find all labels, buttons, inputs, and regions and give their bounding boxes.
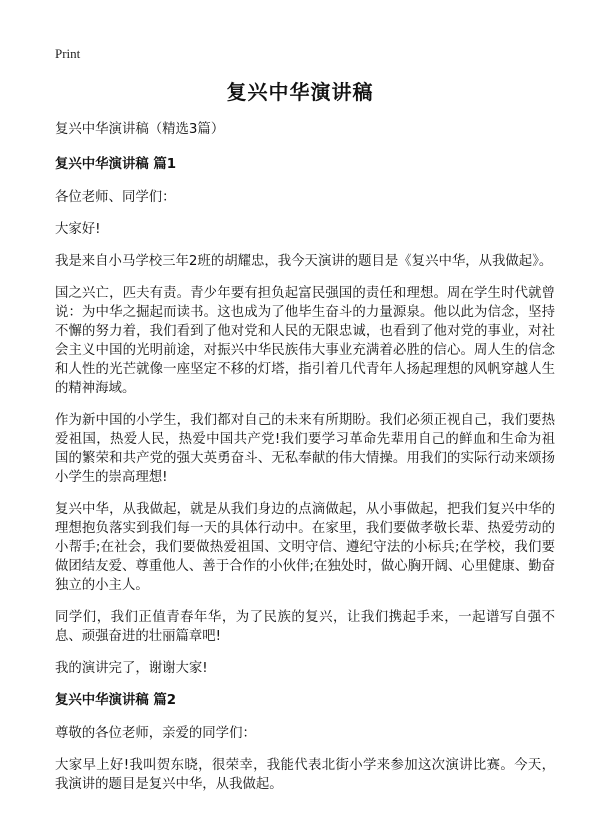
paragraph: 尊敬的各位老师，亲爱的同学们： [55,726,256,741]
paragraph: 大家早上好!我叫贺东晓，很荣幸，我能代表北街小学来参加这次演讲比赛。今天，我演讲的题目是复兴中华，从我做起。 [55,758,555,792]
print-label[interactable]: Print [55,46,81,61]
paragraph: 各位老师、同学们： [55,190,176,205]
paragraph: 我的演讲完了，谢谢大家! [55,661,208,676]
paragraph: 我是来自小马学校三年2班的胡耀忠，我今天演讲的题目是《复兴中华，从我做起》。 [55,254,553,269]
document-body [55,120,555,807]
paragraph: 同学们，我们正值青春年华，为了民族的复兴，让我们携起手来，一起谱写自强不息、顽强奋进的壮丽篇章吧! [55,610,555,644]
paragraph: 复兴中华，从我做起，就是从我们身边的点滴做起，从小事做起，把我们复兴中华的理想抱负落实到我们每一天的具体行动中。在家里，我们要做孝敬长辈、热爱劳动的小帮手;在社会，我们要做热爱祖国、文明守信、遵纪守法的小标兵;在学校，我们要做团结友爱、尊重他人、善于合作的小伙伴;在独处时，做心胸开阔、心里健康、勤奋独立的小主人。 [55,502,555,593]
section-heading: 复兴中华演讲稿 篇2 [55,693,177,708]
paragraph: 作为新中国的小学生，我们都对自己的未来有所期盼。我们必须正视自己，我们要热爱祖国，热爱人民，热爱中国共产党!我们要学习革命先辈用自己的鲜血和生命为祖国的繁荣和共产党的强大英勇奋斗、无私奉献的伟大情操。用我们的实际行动来颂扬小学生的崇高理想! [55,413,555,485]
document-subtitle: 复兴中华演讲稿（精选3篇） [55,122,225,137]
paragraph: 大家好! [55,222,101,237]
page-title: 复兴中华演讲稿 [226,80,374,104]
paragraph: 国之兴亡，匹夫有责。青少年要有担负起富民强国的责任和理想。周在学生时代就曾说：为中华之掘起而读书。这也成为了他毕生奋斗的力量源泉。他以此为信念，坚持不懈的努力着，我们看到了他对党和人民的无限忠诚，也看到了他对党的事业，对社会主义中国的光明前途，对振兴中华民族伟大事业充满着必胜的信心。周人生的信念和人性的光芒就像一座坚定不移的灯塔，指引着几代青年人扬起理想的风帆穿越人生的精神海域。 [55,286,555,396]
section-heading: 复兴中华演讲稿 篇1 [55,157,177,172]
